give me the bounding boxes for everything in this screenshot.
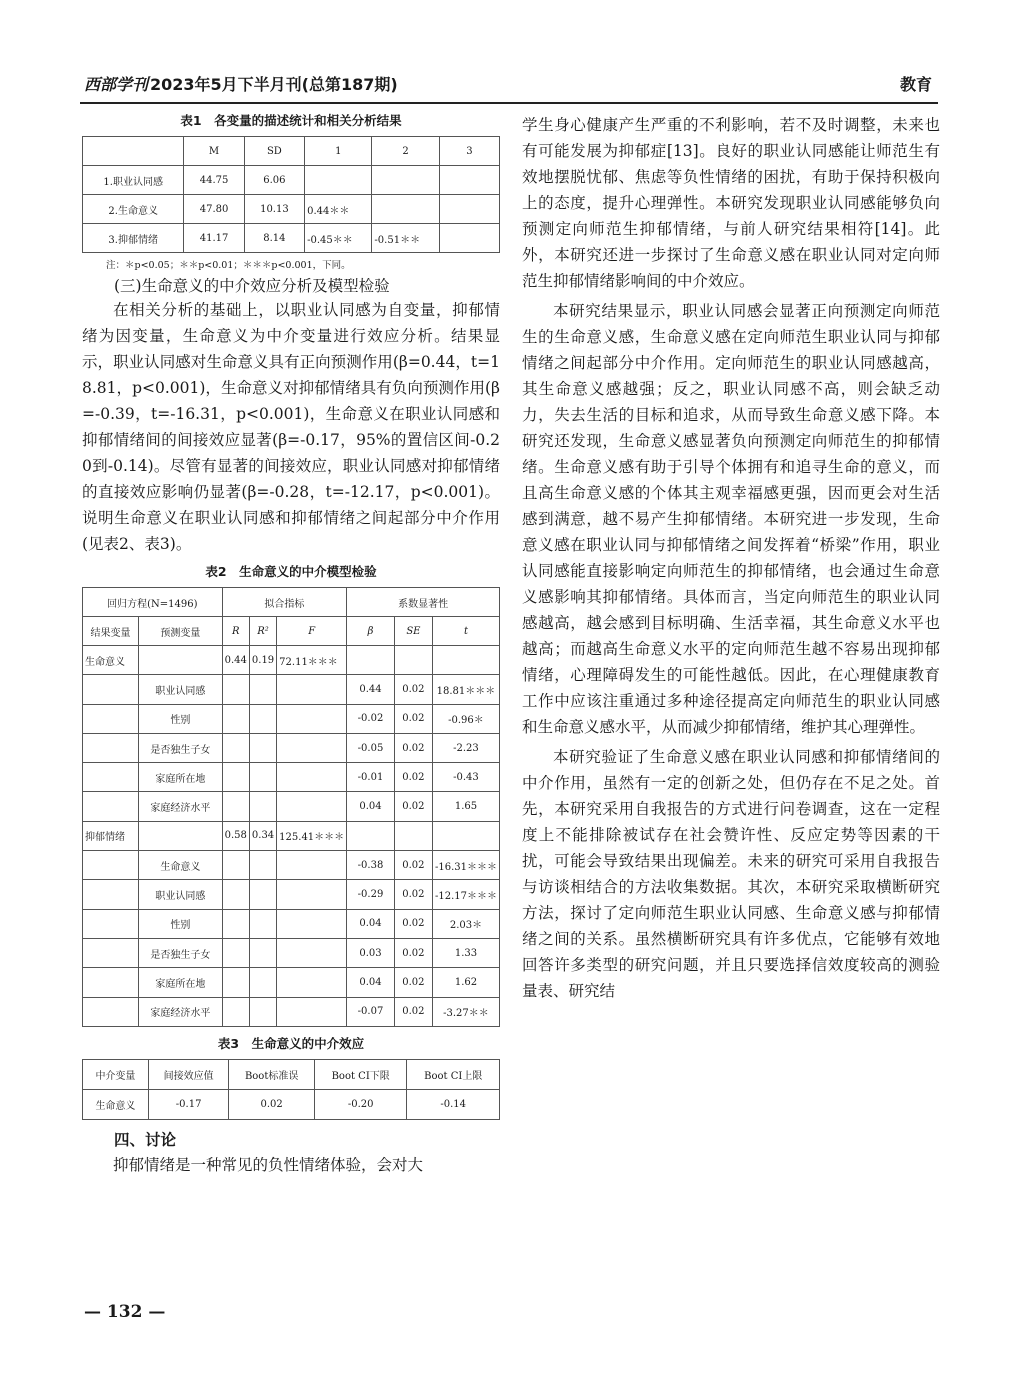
table-cell bbox=[222, 704, 249, 733]
table-cell bbox=[249, 792, 276, 821]
table-cell: -0.05 bbox=[347, 733, 395, 762]
table3-column-header: Boot标准误 bbox=[229, 1059, 315, 1089]
table2-column-header: 预测变量 bbox=[139, 617, 223, 646]
table-cell: 0.02 bbox=[394, 792, 432, 821]
table-cell bbox=[305, 166, 372, 195]
table1-column-header: M bbox=[184, 137, 244, 166]
table-cell: 1.62 bbox=[432, 968, 499, 997]
table-cell bbox=[83, 792, 139, 821]
table-cell: 1.职业认同感 bbox=[83, 166, 184, 195]
table-cell bbox=[249, 997, 276, 1026]
table-cell bbox=[439, 195, 499, 224]
running-header bbox=[80, 72, 938, 104]
table2-group-header: 回归方程(N=1496) bbox=[83, 588, 223, 617]
table-cell bbox=[83, 968, 139, 997]
table-cell bbox=[83, 851, 139, 880]
table-row bbox=[83, 733, 500, 762]
table-cell bbox=[277, 997, 347, 1026]
table-row bbox=[83, 224, 500, 253]
table-cell: -12.17＊＊＊ bbox=[432, 880, 499, 909]
table-cell: -0.02 bbox=[347, 704, 395, 733]
table-cell bbox=[139, 646, 223, 675]
table-cell: 生命意义 bbox=[139, 851, 223, 880]
table2-group-header: 系数显著性 bbox=[347, 588, 500, 617]
table3-column-header: Boot CI上限 bbox=[407, 1059, 500, 1089]
left-column bbox=[82, 112, 500, 1178]
table-cell bbox=[249, 675, 276, 704]
table-cell bbox=[222, 851, 249, 880]
table-cell bbox=[372, 195, 439, 224]
discussion-heading: 四、讨论 bbox=[114, 1129, 177, 1149]
table-cell: 0.58 bbox=[222, 821, 249, 850]
table-cell bbox=[83, 997, 139, 1026]
table-cell bbox=[394, 646, 432, 675]
table1-column-header: 1 bbox=[305, 137, 372, 166]
table3-caption: 表3 生命意义的中介效应 bbox=[217, 1035, 365, 1051]
table-cell: 125.41＊＊＊ bbox=[277, 821, 347, 850]
table-cell bbox=[222, 792, 249, 821]
table-cell bbox=[432, 646, 499, 675]
table-cell bbox=[139, 821, 223, 850]
table-row bbox=[83, 938, 500, 967]
journal-title bbox=[84, 72, 398, 95]
table-cell bbox=[222, 938, 249, 967]
table-cell bbox=[83, 938, 139, 967]
table-cell: 性别 bbox=[139, 909, 223, 938]
table-cell bbox=[277, 880, 347, 909]
table-cell: -0.51＊＊ bbox=[372, 224, 439, 253]
table-cell: 0.02 bbox=[394, 704, 432, 733]
table-cell bbox=[249, 763, 276, 792]
table-cell: 47.80 bbox=[184, 195, 244, 224]
table-cell: 0.19 bbox=[249, 646, 276, 675]
table-cell bbox=[277, 851, 347, 880]
table-cell: -3.27＊＊ bbox=[432, 997, 499, 1026]
table3-column-header: Boot CI下限 bbox=[314, 1059, 407, 1089]
table-row bbox=[83, 968, 500, 997]
table-cell: 家庭所在地 bbox=[139, 763, 223, 792]
table-cell bbox=[249, 968, 276, 997]
table-cell: 抑郁情绪 bbox=[83, 821, 139, 850]
table-cell: -0.45＊＊ bbox=[305, 224, 372, 253]
table-cell bbox=[277, 792, 347, 821]
table-cell bbox=[222, 880, 249, 909]
section-name: 教育 bbox=[899, 75, 932, 94]
table-cell: -0.01 bbox=[347, 763, 395, 792]
table-cell bbox=[222, 909, 249, 938]
table-cell: 41.17 bbox=[184, 224, 244, 253]
table-row bbox=[83, 909, 500, 938]
table-cell: 0.02 bbox=[394, 851, 432, 880]
paragraph-discussion-2: 本研究结果显示，职业认同感会显著正向预测定向师范生的生命意义感，生命意义感在定向师范生职业认同与抑郁情绪之间起部分中介作用。定向师范生的职业认同感越高，其生命意义感越强；反之，职业认同感不高，则会缺乏动力，失去生活的目标和追求，从而导致生命意义感下降。本研究还发现，生命意义感显著负向预测定向师范生的抑郁情绪。生命意义感有助于引导个体拥有和追寻生命的意义，而且高生命意义感的个体其主观幸福感更强，因而更会对生活感到满意，越不易产生抑郁情绪。本研究进一步发现，生命意义感在职业认同与抑郁情绪之间发挥着“桥梁”作用，职业认同感能直接影响定向师范生的抑郁情绪，也会通过生命意义感影响其抑郁情绪。具体而言，当定向师范生的职业认同感越高，越会感到目标明确、生活幸福，其生命意义水平也越高；而越高生命意义水平的定向师范生越不容易出现抑郁情绪，心理障碍发生的可能性越低。因此，在心理健康教育工作中应该注重通过多种途径提高定向师范生的职业认同感和生命意义感水平，从而减少抑郁情绪，维护其心理弹性。 bbox=[522, 302, 940, 736]
table-cell: 0.02 bbox=[394, 909, 432, 938]
table-cell: 职业认同感 bbox=[139, 675, 223, 704]
table-cell: -0.43 bbox=[432, 763, 499, 792]
table-cell: 0.03 bbox=[347, 938, 395, 967]
table-cell: 10.13 bbox=[244, 195, 304, 224]
table-cell bbox=[432, 821, 499, 850]
table1-column-header: 2 bbox=[372, 137, 439, 166]
table-cell: -0.07 bbox=[347, 997, 395, 1026]
table2-column-header: R bbox=[222, 617, 249, 646]
table-cell bbox=[83, 763, 139, 792]
table-cell: 0.34 bbox=[249, 821, 276, 850]
table-row bbox=[83, 704, 500, 733]
table-cell bbox=[347, 821, 395, 850]
table-cell bbox=[83, 880, 139, 909]
table-cell bbox=[277, 968, 347, 997]
table2 bbox=[82, 587, 500, 1027]
table-cell: 2.生命意义 bbox=[83, 195, 184, 224]
table2-column-header: β bbox=[347, 617, 395, 646]
table-cell bbox=[83, 704, 139, 733]
table-cell bbox=[249, 938, 276, 967]
table-cell bbox=[222, 733, 249, 762]
table-cell bbox=[439, 224, 499, 253]
table-row bbox=[83, 646, 500, 675]
table-cell: 1.33 bbox=[432, 938, 499, 967]
table-cell: 18.81＊＊＊ bbox=[432, 675, 499, 704]
paragraph-mediation-analysis: 在相关分析的基础上，以职业认同感为自变量，抑郁情绪为因变量，生命意义为中介变量进行效应分析。结果显示，职业认同感对生命意义具有正向预测作用(β=0.44，t=18.81，p<0.001)，生命意义对抑郁情绪具有负向预测作用(β=-0.39，t=-16.31，p<0.001)，生命意义在职业认同感和抑郁情绪间的间接效应显著(β=-0.17，95%的置信区间-0.20到-0.14)。尽管有显著的间接效应，职业认同感对抑郁情绪的直接效应影响仍显著(β=-0.28，t=-12.17，p<0.001)。说明生命意义在职业认同感和抑郁情绪之间起部分中介作用(见表2、表3)。 bbox=[82, 301, 500, 553]
table-cell bbox=[347, 646, 395, 675]
table-cell: 0.44 bbox=[347, 675, 395, 704]
table1-caption: 表1 各变量的描述统计和相关分析结果 bbox=[180, 113, 402, 128]
table-cell: 0.02 bbox=[394, 733, 432, 762]
table-cell: 0.02 bbox=[394, 968, 432, 997]
table-cell bbox=[83, 675, 139, 704]
paragraph-discussion-3: 本研究验证了生命意义感在职业认同感和抑郁情绪间的中介作用，虽然有一定的创新之处，但仍存在不足之处。首先，本研究采用自我报告的方式进行问卷调查，这在一定程度上不能排除被试存在社会赞许性、反应定势等因素的干扰，可能会导致结果出现偏差。未来的研究可采用自我报告与访谈相结合的方法收集数据。其次，本研究采取横断研究方法，探讨了定向师范生职业认同感、生命意义感与抑郁情绪之间的关系。虽然横断研究具有许多优点，它能够有效地回答许多类型的研究问题，并且只要选择信效度较高的测验量表、研究结 bbox=[522, 748, 940, 1000]
table-cell: -0.96＊ bbox=[432, 704, 499, 733]
table-cell: 家庭经济水平 bbox=[139, 792, 223, 821]
table-cell bbox=[83, 909, 139, 938]
table-cell: 0.04 bbox=[347, 968, 395, 997]
table-cell: 0.04 bbox=[347, 909, 395, 938]
paragraph-discussion-start: 抑郁情绪是一种常见的负性情绪体验，会对大 bbox=[113, 1155, 424, 1174]
table3-header-row bbox=[83, 1059, 500, 1089]
table-cell: 6.06 bbox=[244, 166, 304, 195]
table-cell bbox=[277, 938, 347, 967]
table-cell bbox=[277, 909, 347, 938]
table-cell: -16.31＊＊＊ bbox=[432, 851, 499, 880]
table-cell: -0.17 bbox=[148, 1089, 229, 1119]
table-cell: -0.14 bbox=[407, 1089, 500, 1119]
table-cell bbox=[249, 733, 276, 762]
table-row bbox=[83, 821, 500, 850]
table-cell: 0.02 bbox=[394, 763, 432, 792]
table1 bbox=[82, 136, 500, 253]
table-row bbox=[83, 997, 500, 1026]
table-cell: 职业认同感 bbox=[139, 880, 223, 909]
journal-logo: 西部学刊 bbox=[84, 75, 149, 94]
table-cell: 性别 bbox=[139, 704, 223, 733]
table-cell bbox=[277, 733, 347, 762]
table-cell: 72.11＊＊＊ bbox=[277, 646, 347, 675]
table-cell: 8.14 bbox=[244, 224, 304, 253]
table-cell: 44.75 bbox=[184, 166, 244, 195]
table-cell bbox=[372, 166, 439, 195]
table-cell bbox=[277, 763, 347, 792]
table2-group-header-row bbox=[83, 588, 500, 617]
table-row bbox=[83, 792, 500, 821]
table-cell: 0.02 bbox=[394, 880, 432, 909]
table2-column-header: t bbox=[432, 617, 499, 646]
table1-header-row bbox=[83, 137, 500, 166]
table-cell: 0.02 bbox=[394, 997, 432, 1026]
table1-column-header bbox=[83, 137, 184, 166]
right-column bbox=[522, 112, 940, 1004]
table-cell: 0.44＊＊ bbox=[305, 195, 372, 224]
table-cell: 0.02 bbox=[394, 938, 432, 967]
table-row bbox=[83, 763, 500, 792]
table-cell: 是否独生子女 bbox=[139, 733, 223, 762]
table3-column-header: 中介变量 bbox=[83, 1059, 149, 1089]
page-number: — 132 — bbox=[84, 1302, 166, 1322]
table2-header-row bbox=[83, 617, 500, 646]
table-cell bbox=[394, 821, 432, 850]
table-cell: -0.38 bbox=[347, 851, 395, 880]
table-cell bbox=[277, 675, 347, 704]
table-cell bbox=[249, 851, 276, 880]
table-cell: 0.04 bbox=[347, 792, 395, 821]
table-cell: 家庭所在地 bbox=[139, 968, 223, 997]
table-cell bbox=[439, 166, 499, 195]
journal-issue: 2023年5月下半月刊(总第187期) bbox=[150, 75, 398, 94]
table-row bbox=[83, 880, 500, 909]
paragraph-discussion-1: 学生身心健康产生严重的不利影响，若不及时调整，未来也有可能发展为抑郁症[13]。良好的职业认同感能让师范生有效地摆脱忧郁、焦虑等负性情绪的困扰，有助于保持积极向上的态度，提升心理弹性。本研究发现职业认同感能够负向预测定向师范生抑郁情绪，与前人研究结果相符[14]。此外，本研究还进一步探讨了生命意义感在职业认同对定向师范生抑郁情绪影响间的中介效应。 bbox=[522, 116, 940, 290]
table-cell bbox=[249, 880, 276, 909]
table2-column-header: 结果变量 bbox=[83, 617, 139, 646]
table-cell: 生命意义 bbox=[83, 646, 139, 675]
table-cell bbox=[83, 733, 139, 762]
table-row bbox=[83, 1089, 500, 1119]
table-cell: 0.44 bbox=[222, 646, 249, 675]
table2-column-header: F bbox=[277, 617, 347, 646]
table-row bbox=[83, 851, 500, 880]
table2-group-header: 拟合指标 bbox=[222, 588, 347, 617]
table-cell bbox=[222, 968, 249, 997]
table-cell bbox=[249, 909, 276, 938]
table-cell: 2.03＊ bbox=[432, 909, 499, 938]
table-cell: -0.29 bbox=[347, 880, 395, 909]
table-row bbox=[83, 675, 500, 704]
table-cell bbox=[222, 675, 249, 704]
table1-column-header: SD bbox=[244, 137, 304, 166]
table-cell: 0.02 bbox=[394, 675, 432, 704]
table-cell: 生命意义 bbox=[83, 1089, 149, 1119]
table-row bbox=[83, 166, 500, 195]
table-row bbox=[83, 195, 500, 224]
table2-caption: 表2 生命意义的中介模型检验 bbox=[205, 564, 377, 579]
table-cell: 家庭经济水平 bbox=[139, 997, 223, 1026]
table-cell: 3.抑郁情绪 bbox=[83, 224, 184, 253]
table-cell bbox=[222, 763, 249, 792]
table-cell: 1.65 bbox=[432, 792, 499, 821]
table2-column-header: SE bbox=[394, 617, 432, 646]
table-cell: 是否独生子女 bbox=[139, 938, 223, 967]
section-subheading: (三)生命意义的中介效应分析及模型检验 bbox=[114, 277, 390, 295]
table1-column-header: 3 bbox=[439, 137, 499, 166]
table3 bbox=[82, 1059, 500, 1120]
table-cell: 0.02 bbox=[229, 1089, 315, 1119]
table3-column-header: 间接效应值 bbox=[148, 1059, 229, 1089]
table-cell bbox=[222, 997, 249, 1026]
table2-column-header: R² bbox=[249, 617, 276, 646]
table-cell bbox=[277, 704, 347, 733]
table-cell: -0.20 bbox=[314, 1089, 407, 1119]
table1-note: 注：＊p<0.05；＊＊p<0.01；＊＊＊p<0.001，下同。 bbox=[106, 260, 351, 271]
table-cell: -2.23 bbox=[432, 733, 499, 762]
table-cell bbox=[249, 704, 276, 733]
